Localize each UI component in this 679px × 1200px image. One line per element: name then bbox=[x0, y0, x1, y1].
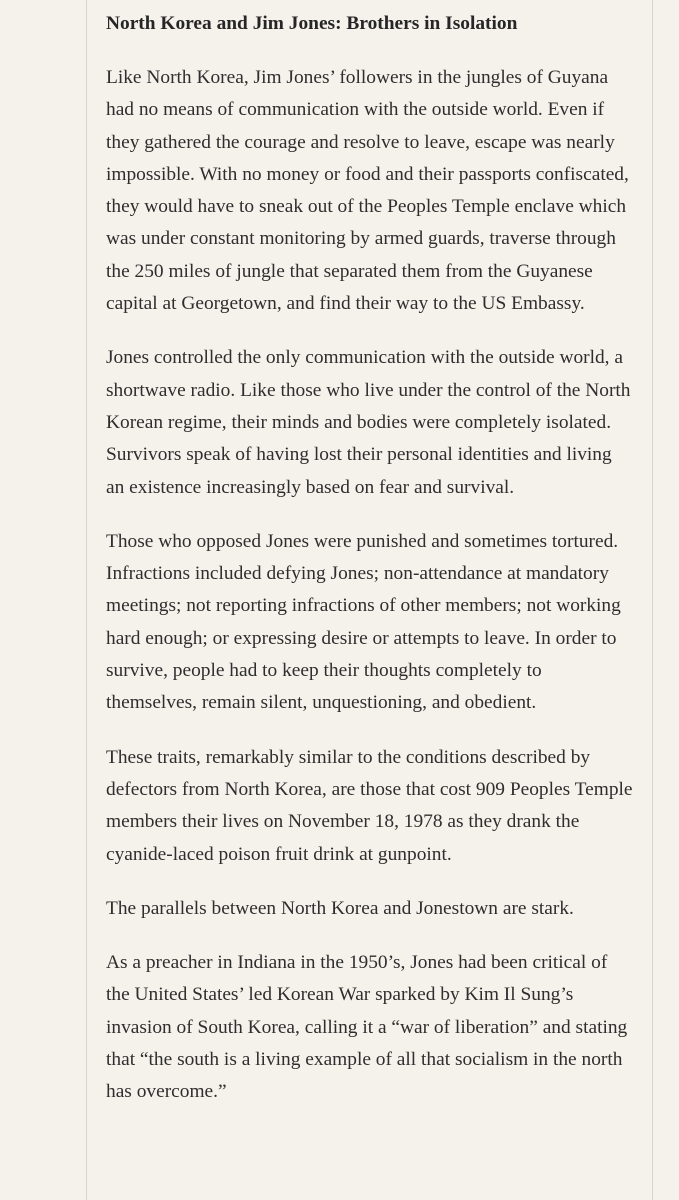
paragraph-preacher-indiana: As a preacher in Indiana in the 1950’s, Jones had been critical of the United States’ led Korean War sparked by Kim Il Sung’s invasion of South Korea, calling it a “war of liberation” and stating that “the south is a living example of all that socialism in the north has overcome.” bbox=[106, 952, 628, 1103]
right-column-border bbox=[652, 0, 653, 1200]
paragraph-punishments: Those who opposed Jones were punished and sometimes tortured. Infractions included defying Jones; non-attendance at mandatory meetings; not reporting infractions of other members; not working hard enough; or expressing desire or attempts to leave. In order to survive, people had to keep their thoughts completely to themselves, remain silent, unquestioning, and obedient. bbox=[106, 530, 621, 714]
left-column-border bbox=[86, 0, 87, 1200]
article-body bbox=[106, 8, 634, 1131]
section-heading: North Korea and Jim Jones: Brothers in Isolation bbox=[106, 13, 518, 34]
paragraph-traits: These traits, remarkably similar to the conditions described by defectors from North Korea, are those that cost 909 Peoples Temple members their lives on November 18, 1978 as they drank the cyanide-laced poison fruit drink at gunpoint. bbox=[106, 746, 633, 865]
paragraph-isolation-guyana: Like North Korea, Jim Jones’ followers in the jungles of Guyana had no means of communication with the outside world. Even if they gathered the courage and resolve to leave, escape was nearly impossible. With no money or food and their passports confiscated, they would have to sneak out of the Peoples Temple enclave which was under constant monitoring by armed guards, traverse through the 250 miles of jungle that separated them from the Guyanese capital at Georgetown, and find their way to the US Embassy. bbox=[106, 67, 629, 315]
paragraph-shortwave-radio: Jones controlled the only communication with the outside world, a shortwave radio. Like those who live under the control of the North Korean regime, their minds and bodies were completely isolated. Survivors speak of having lost their personal identities and living an existence increasingly based on fear and survival. bbox=[106, 347, 631, 498]
paragraph-parallels: The parallels between North Korea and Jonestown are stark. bbox=[106, 897, 574, 919]
